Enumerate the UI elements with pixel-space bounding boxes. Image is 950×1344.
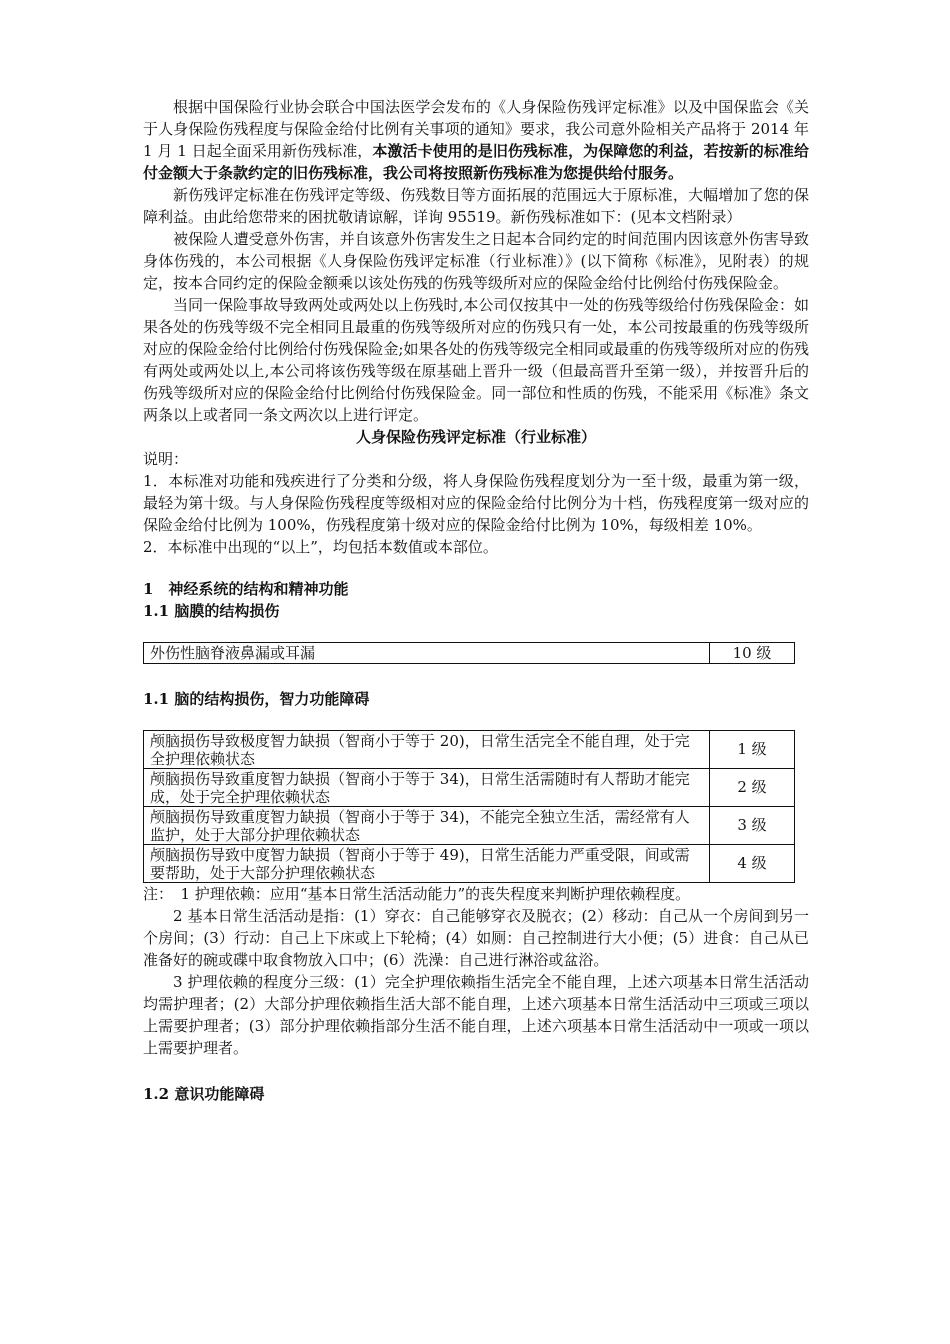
- standard-title: 人身保险伤残评定标准（行业标准）: [355, 428, 596, 446]
- disability-grade: 2 级: [710, 769, 795, 807]
- table-row: [144, 731, 795, 769]
- spacer: [143, 558, 809, 578]
- intro-paragraph-3: 被保险人遭受意外伤害，并自该意外伤害发生之日起本合同约定的时间范围内因该意外伤害导致身体伤残的，本公司根据《人身保险伤残评定标准（行业标准）》(以下简称《标准》，见附表）的规定，按本合同约定的保险金额乘以该处伤残的伤残等级所对应的保险金给付比例给付伤残保险金。: [143, 230, 809, 292]
- note-3: 3 护理依赖的程度分三级：(1）完全护理依赖指生活完全不能自理，上述六项基本日常生活活动均需护理者；(2）大部分护理依赖指生活大部不能自理，上述六项基本日常生活活动中三项或三项以上需要护理者；(3）部分护理依赖指部分生活不能自理，上述六项基本日常生活活动中一项或一项以上需要护理者。: [143, 973, 809, 1057]
- subsection-brain-heading: 1.1 脑的结构损伤，智力功能障碍: [143, 690, 370, 708]
- subsection-1-2-heading: 1.2 意识功能障碍: [143, 1085, 265, 1103]
- spacer: [143, 664, 809, 688]
- spacer: [143, 622, 809, 642]
- subsection-1-1-heading: 1.1 脑膜的结构损伤: [143, 602, 280, 620]
- table-row: [144, 643, 795, 664]
- disability-grade: 10 级: [710, 643, 795, 664]
- intro-paragraph-4: 当同一保险事故导致两处或两处以上伤残时,本公司仅按其中一处的伤残等级给付伤残保险金：如果各处的伤残等级不完全相同且最重的伤残等级所对应的伤残只有一处，本公司按最重的伤残等级所对应的保险金给付比例给付伤残保险金;如果各处的伤残等级完全相同或最重的伤残等级所对应的伤残有两处或两处以上,本公司将该伤残等级在原基础上晋升一级（但最高晋升至第一级），并按晋升后的伤残等级所对应的保险金给付比例给付伤残保险金。同一部位和性质的伤残，不能采用《标准》条文两条以上或者同一条文两次以上进行评定。: [143, 296, 809, 424]
- injury-description: 颅脑损伤导致重度智力缺损（智商小于等于 34)，不能完全独立生活，需经常有人监护，处于大部分护理依赖状态: [144, 807, 710, 845]
- explain-item-2: 2．本标准中出现的“以上”，均包括本数值或本部位。: [143, 538, 498, 556]
- disability-grade: 4 级: [710, 845, 795, 883]
- intro-paragraph-2: 新伤残评定标准在伤残评定等级、伤残数目等方面拓展的范围远大于原标准，大幅增加了您的保障利益。由此给您带来的困扰敬请谅解，详询 95519。新伤残标准如下：(见本文档附录）: [143, 186, 809, 226]
- table-row: [144, 845, 795, 883]
- intro-paragraph-1-normal: 根据中国保险行业协会联合中国法医学会发布的《人身保险伤残评定标准》以及中国保监会《关于人身保险伤残程度与保险金给付比例有关事项的通知》要求，我公司意外险相关产品将于 2014 年 1 月 1 日起全面采用新伤残标准，: [143, 98, 809, 160]
- injury-description: 颅脑损伤导致中度智力缺损（智商小于等于 49)，日常生活能力严重受限，间或需要帮助，处于大部分护理依赖状态: [144, 845, 710, 883]
- meninges-injury-table: [143, 642, 795, 664]
- spacer: [143, 710, 809, 730]
- disability-grade: 1 级: [710, 731, 795, 769]
- note-2: 2 基本日常生活活动是指：(1）穿衣：自己能够穿衣及脱衣；(2）移动：自己从一个房间到另一个房间；(3）行动：自己上下床或上下轮椅；(4）如厕：自己控制进行大小便；(5）进食：自己从已准备好的碗或碟中取食物放入口中；(6）洗澡：自己进行淋浴或盆浴。: [143, 907, 809, 969]
- brain-injury-table: [143, 730, 795, 883]
- intro-paragraph-1: [143, 96, 809, 184]
- injury-description: 颅脑损伤导致重度智力缺损（智商小于等于 34)，日常生活需随时有人帮助才能完成，处于完全护理依赖状态: [144, 769, 710, 807]
- injury-description: 颅脑损伤导致极度智力缺损（智商小于等于 20)，日常生活完全不能自理，处于完全护理依赖状态: [144, 731, 710, 769]
- table-row: [144, 807, 795, 845]
- disability-grade: 3 级: [710, 807, 795, 845]
- injury-description: 外伤性脑脊液鼻漏或耳漏: [144, 643, 710, 664]
- section-1-heading: 1 神经系统的结构和精神功能: [143, 580, 349, 598]
- explain-item-1: 1．本标准对功能和残疾进行了分类和分级，将人身保险伤残程度划分为一至十级，最重为第一级，最轻为第十级。与人身保险伤残程度等级相对应的保险金给付比例分为十档，伤残程度第一级对应的保险金给付比例为 100%，伤残程度第十级对应的保险金给付比例为 10%，每级相差 10%。: [143, 472, 809, 534]
- table-row: [144, 769, 795, 807]
- explain-label: 说明：: [143, 450, 189, 468]
- spacer: [143, 1059, 809, 1083]
- note-1: 注： 1 护理依赖：应用“基本日常生活活动能力”的丧失程度来判断护理依赖程度。: [143, 885, 691, 903]
- intro-paragraph-1-bold: 本激活卡使用的是旧伤残标准，为保障您的利益，若按新的标准给付金额大于条款约定的旧伤残标准，我公司将按照新伤残标准为您提供给付服务。: [143, 142, 809, 182]
- document-page: [143, 96, 809, 1105]
